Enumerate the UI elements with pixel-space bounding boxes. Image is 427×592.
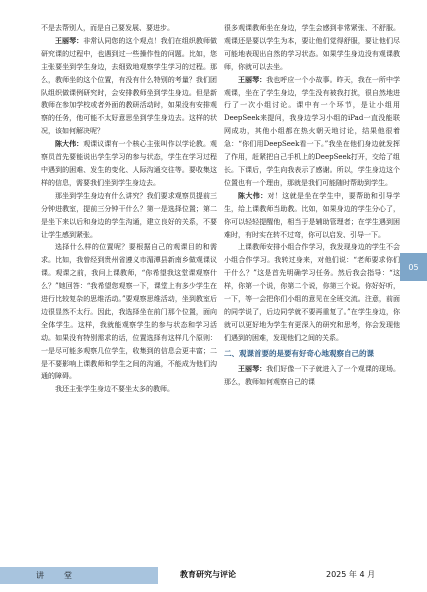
section-heading: 二、观课首要的是要有好奇心地观察自己的课: [224, 348, 374, 358]
paragraph-text: 不是去帮别人，而是自己要发展、要进步。: [41, 24, 174, 32]
paragraph: [41, 383, 217, 396]
paragraph-text: 我们好像一下子就进入了一个观课的现场。那么，教师如何观察自己的课: [224, 364, 400, 386]
speaker-name: 王丽琴：: [238, 75, 267, 84]
paragraph: [41, 35, 217, 138]
paragraph: [41, 241, 217, 383]
paragraph-text: 那坐到学生身边有什么讲究？我们要求观察员提前三分钟进教室，提前三分钟干什么？第一是选择位置；第二是坐下来以后和身边的学生沟通，建立良好的关系，不要让学生感到紧张。: [41, 191, 217, 239]
speaker-name: 陈大伟：: [55, 140, 84, 149]
page-footer: [0, 564, 427, 592]
paragraph: [224, 241, 400, 344]
paragraph-text: 我还主张学生身边不要坐太多的教师。: [55, 385, 174, 394]
footer-journal-name: 教育研究与评论: [180, 570, 236, 579]
paragraph-text: 很多观课教师坐在身边，学生会感到非常紧张、不舒服。观课还是要以学生为本，要让他们觉得舒服，要让他们尽可能地表现出自然的学习状态。如果学生身边没有观课教师，你就可以去坐。: [224, 24, 400, 71]
footer-issue-date: 2025 年 4 月: [326, 570, 376, 579]
paragraph-text: 选择什么样的位置呢？要根据自己的观课目的和需求。比如，我曾经到贵州省遵义市湄潭县新南乡做观课议课。观课之前，我问上课教师，“你希望我这堂课观察什么？”她回答：“我希望您观察一下，课堂上有多少学生在进行比较复杂的思维活动。”要观察思维活动，坐到教室后边很显然不太行。因此，我选择坐在前门那个位置，面向全体学生。这样，我就能观察学生的参与状态和学习活动。如果没有特别需求的话，位置选择有这样几个原则：一是尽可能多观察几位学生，收集到的信息会更丰富；二是不要影响上课教师和学生之间的沟通，不能成为他们沟通的障碍。: [41, 243, 217, 381]
paragraph-text: 对！这就是坐在学生中，要帮助和引导学生，给上课教师当助教。比如，如果身边的学生分心了，你可以轻轻提醒他，相当于是辅助管理者；在学生遇到困难时，有时实在转不过弯，你可以启发、引导一下。: [224, 191, 400, 239]
footer-section-label: 讲 堂: [0, 567, 158, 584]
page-number-tab: [400, 253, 427, 281]
paragraph-text: 观课议课有一个核心主张叫作以学论教。观察员首先要能说出学生学习的参与状态，学生在学习过程中遇到的困难、发生的变化、人际沟通交往等。要收集这样的信息，需要我们坐到学生身边去。: [41, 140, 217, 187]
paragraph: [224, 74, 400, 190]
speaker-name: 王丽琴：: [238, 364, 267, 373]
page-number: 05: [408, 262, 419, 272]
paragraph: [224, 190, 400, 242]
paragraph: [41, 138, 217, 190]
paragraph-text: 上课教师安排小组合作学习，我发现身边的学生不会小组合作学习。我转过身来，对他们说：“老师要求你们干什么？”这是首先明确学习任务。然后我会指导：“这样，你第一个说，你第二个说，你第三个说。你好好听，一下，等一会把你们小组的意见在全班交流。注意，前面的同学说了，后边同学就不要再重复了。”在学生身边，你就可以更好地为学生有更深入的研究和思考，你会发现他们遇到的困难，发现他们之间的关系。: [224, 243, 400, 342]
paragraph: [41, 190, 217, 242]
paragraph-text: 我也呼应一个小故事。昨天，我在一所中学观课，坐在了学生身边，学生没有被我打扰，很自然地进行了一次小组讨论。课中有一个环节，是让小组用DeepSeek来提问，我身边学习小组的iPad一直没能联网成功，其他小组都在热火朝天地讨论，结果他很着急：“你们用DeepSeek看一下。”我坐在他们身边就发挥了作用，赶紧把自己手机上的DeepSeek打开，交给了组长。下课后，学生向我表示了感谢。所以，学生身边这个位置也有一个理由，那就是我们可能随时帮助到学生。: [224, 75, 400, 187]
left-column: [41, 22, 217, 537]
paragraph: [224, 363, 400, 389]
right-column: [224, 22, 400, 537]
paragraph: [224, 22, 400, 74]
paragraph-text: 非常认同您的这个观点！我们在组织教师做研究课的过程中，也遇到过一些操作性的问题。比如，您主张要坐到学生身边，去细致地观察学生学习的过程。那么，教师坐的这个位置，有没有什么特别的考量？我们团队组织做课例研究时，会安排教师坐到学生身边。但是新教师在参加学校或者外面的教研活动时，如果没有安排观察的任务，他可能不太好意思坐到学生身边去。这样的状况，该如何解决呢？: [41, 36, 217, 136]
speaker-name: 王丽琴：: [55, 36, 84, 45]
paragraph: [41, 22, 217, 35]
speaker-name: 陈大伟：: [238, 191, 268, 200]
